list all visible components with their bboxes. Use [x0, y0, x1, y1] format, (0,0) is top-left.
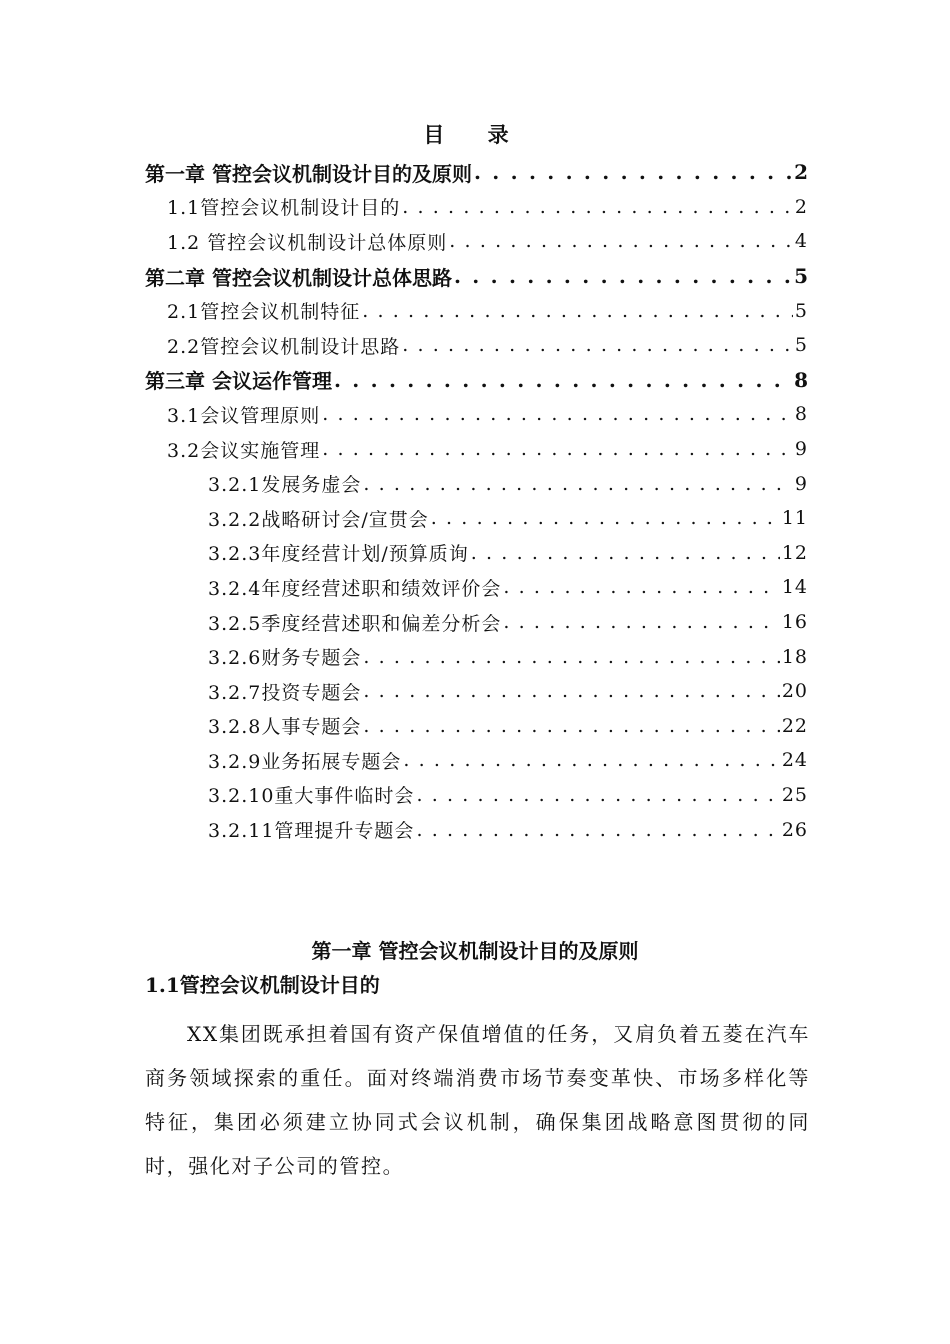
- toc-leader-dots: [449, 230, 793, 252]
- toc-leader-dots: [363, 473, 793, 495]
- toc-entry-label: 3.2会议实施管理: [167, 439, 321, 462]
- toc-entry-label: 1.1管控会议机制设计目的: [167, 197, 401, 220]
- toc-entry-label: 3.2.2战略研讨会/宣贯会: [208, 508, 429, 531]
- toc-entry-label: 第二章 管控会议机制设计总体思路: [145, 265, 452, 290]
- toc-entry[interactable]: [145, 155, 808, 190]
- toc-entry-label: 2.2管控会议机制设计思路: [167, 335, 401, 358]
- toc-entry-label: 3.2.1发展务虚会: [208, 474, 362, 497]
- toc-entry-label: 3.1会议管理原则: [167, 404, 321, 427]
- toc-leader-dots: [454, 264, 792, 288]
- toc-entry-label: 3.2.4年度经营述职和绩效评价会: [208, 577, 502, 600]
- toc-leader-dots: [471, 542, 780, 564]
- toc-entry[interactable]: [145, 293, 808, 328]
- toc-leader-dots: [416, 784, 779, 806]
- toc-entry-label: 3.2.11管理提升专题会: [208, 820, 415, 843]
- toc-entry-page: 14: [781, 576, 808, 599]
- toc-entry-page: 8: [794, 367, 808, 392]
- toc-entry-label: 1.2 管控会议机制设计总体原则: [167, 231, 448, 254]
- toc-entry[interactable]: [145, 709, 808, 744]
- toc-entry-page: 8: [794, 403, 808, 426]
- toc-leader-dots: [363, 646, 779, 668]
- toc-entry-label: 2.1管控会议机制特征: [167, 301, 361, 324]
- toc-entry[interactable]: [145, 778, 808, 813]
- toc-leader-dots: [322, 403, 793, 425]
- toc-leader-dots: [362, 300, 793, 322]
- toc-entry-label: 3.2.9业务拓展专题会: [208, 750, 402, 773]
- toc-entry-label: 第三章 会议运作管理: [145, 369, 332, 394]
- toc-entry-label: 3.2.10重大事件临时会: [208, 785, 415, 808]
- toc-entry-page: 20: [781, 680, 808, 703]
- toc-entry[interactable]: [145, 432, 808, 467]
- toc-entry-page: 5: [794, 264, 808, 289]
- table-of-contents: [145, 155, 808, 847]
- toc-leader-dots: [334, 368, 792, 392]
- section-heading: 1.1管控会议机制设计目的: [145, 973, 380, 997]
- toc-entry[interactable]: [145, 190, 808, 225]
- toc-entry[interactable]: [145, 466, 808, 501]
- toc-leader-dots: [322, 438, 793, 460]
- toc-entry[interactable]: [145, 743, 808, 778]
- toc-entry[interactable]: [145, 259, 808, 294]
- toc-entry-label: 3.2.5季度经营述职和偏差分析会: [208, 612, 502, 635]
- toc-leader-dots: [503, 576, 779, 598]
- toc-leader-dots: [402, 334, 793, 356]
- toc-leader-dots: [402, 196, 793, 218]
- toc-entry-label: 3.2.6财务专题会: [208, 647, 362, 670]
- toc-entry-page: 12: [781, 541, 808, 564]
- toc-entry-page: 9: [794, 438, 808, 461]
- toc-entry[interactable]: [145, 674, 808, 709]
- toc-entry[interactable]: [145, 397, 808, 432]
- toc-entry[interactable]: [145, 536, 808, 571]
- toc-entry[interactable]: [145, 812, 808, 847]
- body-paragraph: XX集团既承担着国有资产保值增值的任务，又肩负着五菱在汽车商务领域探索的重任。面对终端消费市场节奏变革快、市场多样化等特征，集团必须建立协同式会议机制，确保集团战略意图贯彻的同时，强化对子公司的管控。: [145, 1022, 810, 1178]
- toc-leader-dots: [416, 819, 779, 841]
- toc-leader-dots: [431, 507, 780, 529]
- toc-entry-page: 18: [781, 645, 808, 668]
- toc-entry-page: 5: [794, 299, 808, 322]
- toc-leader-dots: [474, 160, 792, 184]
- toc-entry-page: 22: [781, 714, 808, 737]
- toc-entry-page: 26: [781, 818, 808, 841]
- toc-entry[interactable]: [145, 605, 808, 640]
- toc-entry-page: 2: [794, 160, 808, 185]
- toc-entry[interactable]: [145, 363, 808, 398]
- toc-entry-page: 16: [781, 611, 808, 634]
- toc-leader-dots: [363, 680, 779, 702]
- toc-entry-page: 4: [794, 230, 808, 253]
- toc-entry-label: 第一章 管控会议机制设计目的及原则: [145, 161, 472, 186]
- toc-entry[interactable]: [145, 224, 808, 259]
- toc-entry-label: 3.2.8人事专题会: [208, 716, 362, 739]
- toc-entry[interactable]: [145, 570, 808, 605]
- toc-title: 目 录: [423, 122, 527, 147]
- toc-entry-page: 2: [794, 195, 808, 218]
- toc-entry-page: 25: [781, 783, 808, 806]
- toc-entry-label: 3.2.3年度经营计划/预算质询: [208, 543, 469, 566]
- toc-entry[interactable]: [145, 501, 808, 536]
- toc-entry-page: 24: [781, 749, 808, 772]
- toc-entry-page: 11: [781, 507, 808, 530]
- toc-entry[interactable]: [145, 639, 808, 674]
- chapter-heading: 第一章 管控会议机制设计目的及原则: [311, 939, 639, 963]
- toc-leader-dots: [403, 749, 779, 771]
- toc-entry-page: 9: [794, 472, 808, 495]
- toc-leader-dots: [503, 611, 779, 633]
- toc-entry-label: 3.2.7投资专题会: [208, 681, 362, 704]
- toc-entry-page: 5: [794, 334, 808, 357]
- toc-entry[interactable]: [145, 328, 808, 363]
- toc-leader-dots: [363, 715, 779, 737]
